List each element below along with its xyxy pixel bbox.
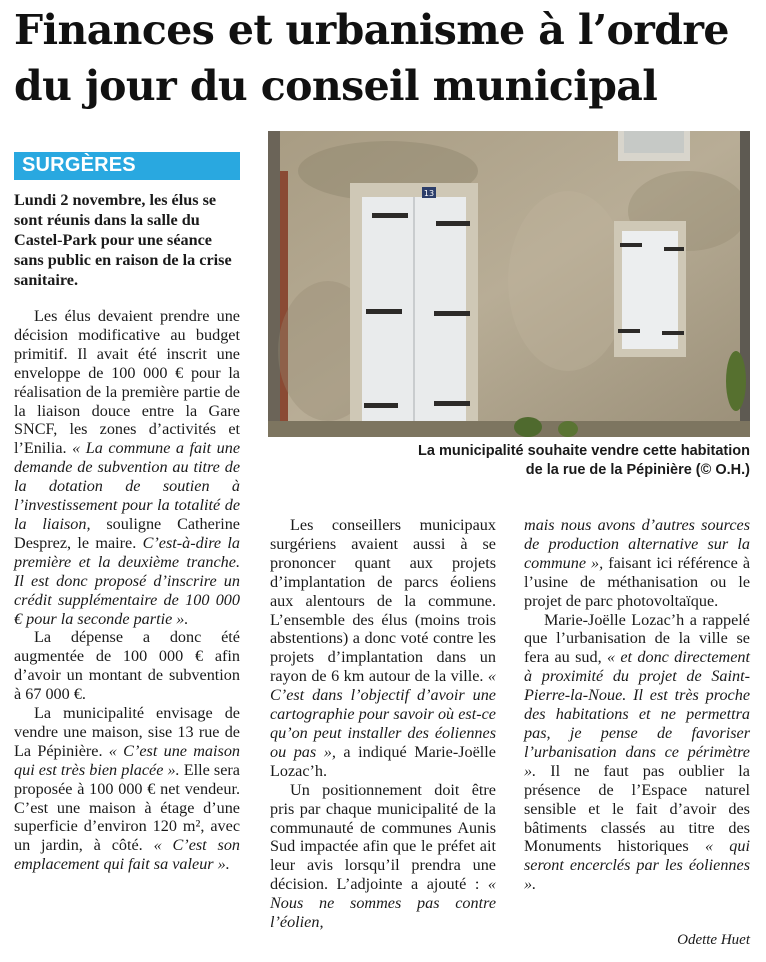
- article-photo: [268, 131, 750, 437]
- svg-text:13: 13: [423, 189, 435, 198]
- author-byline: Odette Huet: [677, 932, 750, 948]
- paragraph: Un positionnement doit être pris par chaque municipalité de la communauté de communes Aunis Sud impactée afin que le préfet ait leur avis lorsqu’il prendra une décision. L’adjointe a ajouté : « Nous ne sommes pas contre l’éolien,: [270, 780, 496, 932]
- paragraph: mais nous avons d’autres sources de production alternative sur la commune », faisant ici référence à l’usine de méthanisation ou le projet de parc photovoltaïque.: [524, 516, 751, 610]
- lead-paragraph: Lundi 2 novembre, les élus se sont réunis dans la salle du Castel-Park pour une séance sans public en raison de la crise sanitaire.: [14, 191, 232, 289]
- paragraph: La dépense a donc été augmentée de 100 000 € afin d’avoir un montant de subvention à 67 000 €.: [14, 628, 240, 704]
- paragraph: Les conseillers municipaux surgériens avaient aussi à se prononcer quant aux projets d’implantation de parcs éoliens aux alentours de la commune. L’ensemble des élus (moins trois abstentions) a donc voté contre les projets d’implantation dans un rayon de 6 km autour de la ville. « C’est dans l’objectif d’avoir une cartographie pour savoir où est-ce qu’on peut installer des éoliennes ou pas », a indiqué Marie-Joëlle Lozac’h.: [270, 516, 496, 780]
- headline: Finances et urbanisme à l’ordre du jour du conseil municipal: [14, 6, 729, 110]
- section-kicker: [14, 152, 240, 180]
- kicker-label: SURGÈRES: [22, 154, 136, 176]
- paragraph: Marie-Joëlle Lozac’h a rappelé que l’urbanisation de la ville se fera au sud, « et donc directement à proximité du projet de Saint-Pierre-la-Noue. Il est très proche des habitations et ne permettra pas, je pense de favoriser l’urbanisation dans ce périmètre ». Il ne faut pas oublier la présence de l’Espace naturel sensible et le fait d’avoir des bâtiments classés au titre des Monuments historiques « qui seront encerclés par les éoliennes ».: [524, 610, 750, 894]
- article-column-3: [524, 516, 750, 894]
- paragraph: Les élus devaient prendre une décision modificative au budget primitif. Il avait été inscrit une enveloppe de 100 000 € pour la réalisation de la première partie de la liaison douce entre la Gare SNCF, les zones d’activités et l’Enilia. « La commune a fait une demande de subvention au titre de la dotation de soutien à l’investissement pour la totalité de la liaison, souligne Catherine Desprez, le maire. C’est-à-dire la première et la deuxième tranche. Il est donc proposé d’inscrire un crédit supplémentaire de 100 000 € pour la seconde partie ».: [14, 307, 241, 628]
- paragraph: La municipalité envisage de vendre une maison, sise 13 rue de La Pépinière. « C’est une maison qui est très bien placée ». Elle sera proposée à 100 000 € net vendeur. C’est une maison à étage d’une superficie d’environ 120 m², avec un jardin, à côté. « C’est son emplacement qui fait sa valeur ».: [14, 704, 241, 874]
- caption-line-2: de la rue de la Pépinière (© O.H.): [525, 462, 750, 478]
- photo-caption: [268, 442, 750, 480]
- article-column-2: [270, 516, 496, 932]
- article-column-1: [14, 307, 240, 874]
- house-facade-image: [268, 131, 750, 437]
- caption-line-1: La municipalité souhaite vendre cette habitation: [418, 443, 750, 459]
